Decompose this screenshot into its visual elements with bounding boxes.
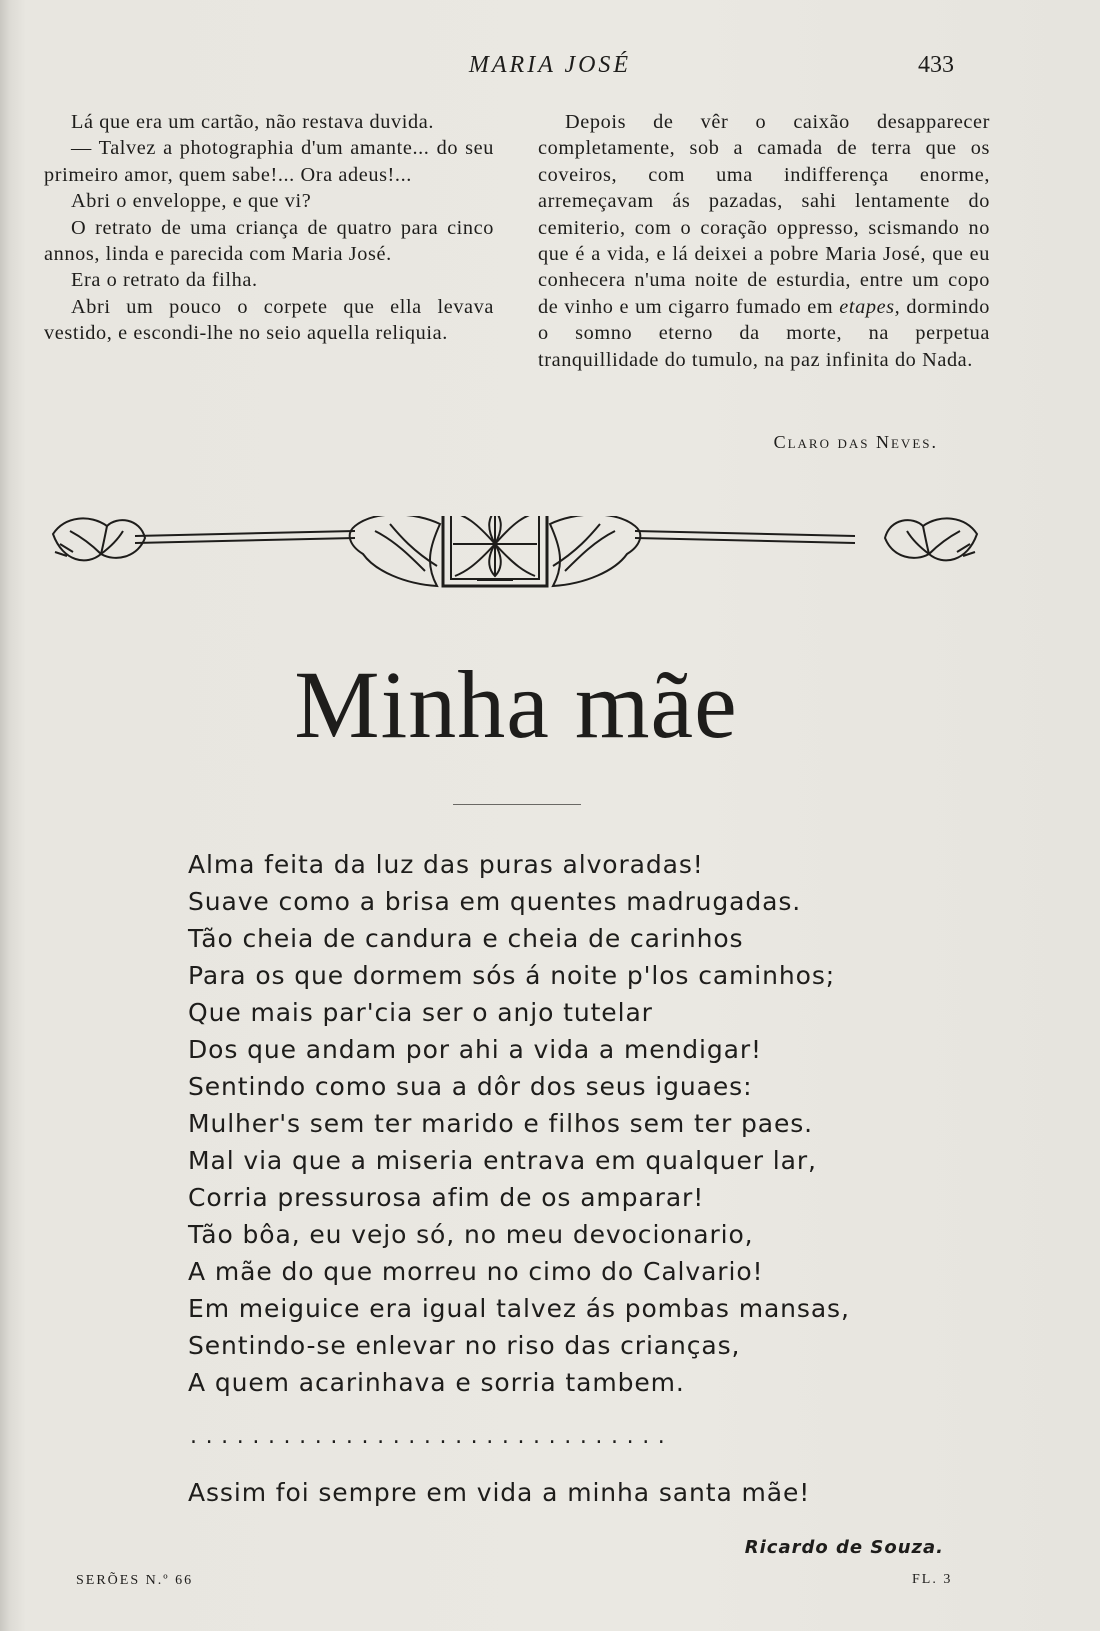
paragraph: Abri o enveloppe, e que vi? [71, 190, 312, 213]
poem-line: Tão cheia de candura e cheia de carinhos [188, 924, 744, 953]
poem-line: Mulher's sem ter marido e filhos sem ter paes. [188, 1109, 814, 1138]
poem-line: Corria pressurosa afim de os amparar! [188, 1183, 705, 1212]
poem-line: Em meiguice era igual talvez ás pombas mansas, [188, 1294, 850, 1323]
right-column [538, 109, 990, 373]
paragraph-text: dormindo o somno eterno da morte, na perpetua tranquillidade do tumulo, na paz infinita do Nada. [538, 295, 991, 371]
footer-sheet: FL. 3 [912, 1572, 953, 1587]
paragraph: Era o retrato da filha. [71, 269, 258, 292]
poem-line: A quem acarinhava e sorria tambem. [188, 1368, 685, 1397]
art-nouveau-floral-divider-icon [45, 516, 985, 606]
footer-issue: SERÕES N.º 66 [76, 1573, 194, 1588]
poem-line: A mãe do que morreu no cimo do Calvario! [188, 1257, 764, 1286]
poem-line: Para os que dormem sós á noite p'los caminhos; [188, 961, 836, 990]
paragraph [538, 109, 990, 373]
paragraph: Abri um pouco o corpete que ella levava vestido, e escondi-lhe no seio aquella reliquia. [44, 295, 494, 345]
poem-final-line: Assim foi sempre em vida a minha santa mãe! [188, 1478, 811, 1507]
poem-line: Dos que andam por ahi a vida a mendigar! [188, 1035, 762, 1064]
poem-line: Sentindo-se enlevar no riso das crianças, [188, 1331, 741, 1360]
poem-line: Suave como a brisa em quentes madrugadas. [188, 887, 802, 916]
paragraph: O retrato de uma criança de quatro para cinco annos, linda e parecida com Maria José. [44, 216, 494, 266]
article-signature: Claro das Neves. [773, 432, 938, 452]
poem-author: Ricardo de Souza. [744, 1537, 944, 1558]
poem-line: Tão bôa, eu vejo só, no meu devocionario, [188, 1220, 754, 1249]
paragraph-text: Depois de vêr o caixão desapparecer completamente, sob a camada de terra que os coveiros, com uma indifferença enorme, arremeçavam ás pazadas, sahi lentamente do cemiterio, com o coração oppresso, scismando no que é a vida, e lá deixei a pobre Maria José, que eu conhecera n'uma noite de esturdia, entre um copo de vinho e um cigarro fumado em [538, 111, 990, 318]
paragraph: — Talvez a photographia d'um amante... do seu primeiro amor, quem sabe!... Ora adeus!... [44, 137, 494, 186]
title-rule [453, 804, 581, 805]
running-title: MARIA JOSÉ [468, 52, 632, 78]
left-column [44, 109, 494, 347]
poem-body [188, 846, 868, 1401]
poem-line: Mal via que a miseria entrava em qualquer lar, [188, 1146, 817, 1175]
poem-line: Alma feita da luz das puras alvoradas! [188, 850, 704, 879]
page-number: 433 [918, 52, 954, 78]
italic-word: etapes, [839, 295, 901, 318]
ellipsis-line: ............................... [190, 1424, 674, 1449]
poem-line: Que mais par'cia ser o anjo tutelar [188, 998, 653, 1027]
paragraph: Lá que era um cartão, não restava duvida. [71, 111, 435, 133]
poem-line: Sentindo como sua a dôr dos seus iguaes: [188, 1072, 753, 1101]
poem-title: Minha mãe [294, 651, 738, 758]
